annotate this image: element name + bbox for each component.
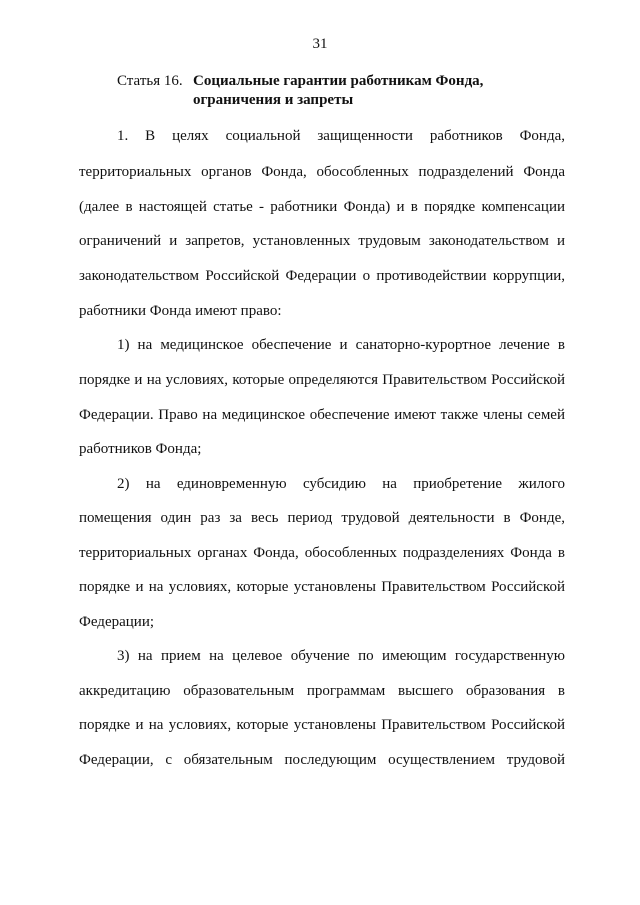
item-2-line-3: территориальных органах Фонда, обособленных подразделениях Фонда в bbox=[79, 545, 565, 561]
item-2-line-5: Федерации; bbox=[79, 614, 155, 630]
item-3-line-2: аккредитацию образовательным программам высшего образования в bbox=[79, 683, 565, 699]
item-2-line-1: 2) на единовременную субсидию на приобретение жилого bbox=[117, 476, 565, 492]
item-3-line-3: порядке и на условиях, которые установлены Правительством Российской bbox=[79, 717, 565, 733]
paragraph-1-line-5: законодательством Российской Федерации о противодействии коррупции, bbox=[79, 268, 565, 284]
item-3-line-1: 3) на прием на целевое обучение по имеющим государственную bbox=[117, 648, 565, 664]
item-3-line-4: Федерации, с обязательным последующим осуществлением трудовой bbox=[79, 752, 565, 768]
item-1-line-2: порядке и на условиях, которые определяются Правительством Российской bbox=[79, 372, 565, 388]
item-1-line-3: Федерации. Право на медицинское обеспечение имеют также члены семей bbox=[79, 407, 565, 423]
article-heading bbox=[117, 72, 483, 110]
item-2-line-2: помещения один раз за весь период трудовой деятельности в Фонде, bbox=[79, 510, 565, 526]
paragraph-1-line-2: территориальных органов Фонда, обособленных подразделений Фонда bbox=[79, 164, 565, 180]
page-number: 31 bbox=[312, 36, 328, 52]
article-label: Статья 16. bbox=[117, 73, 183, 89]
item-2-line-4: порядке и на условиях, которые установлены Правительством Российской bbox=[79, 579, 565, 595]
article-title-line-1: Социальные гарантии работникам Фонда, bbox=[193, 73, 484, 89]
paragraph-1-line-3: (далее в настоящей статье - работники Фонда) и в порядке компенсации bbox=[79, 199, 565, 215]
item-1-line-4: работников Фонда; bbox=[79, 441, 202, 457]
paragraph-1-line-6: работники Фонда имеют право: bbox=[79, 303, 282, 319]
paragraph-1-line-4: ограничений и запретов, установленных трудовым законодательством и bbox=[79, 233, 565, 249]
paragraph-1-line-1: 1. В целях социальной защищенности работников Фонда, bbox=[117, 128, 565, 144]
item-1-line-1: 1) на медицинское обеспечение и санаторно-курортное лечение в bbox=[117, 337, 565, 353]
article-title-line-2: ограничения и запреты bbox=[193, 92, 354, 108]
article-title bbox=[193, 72, 483, 110]
